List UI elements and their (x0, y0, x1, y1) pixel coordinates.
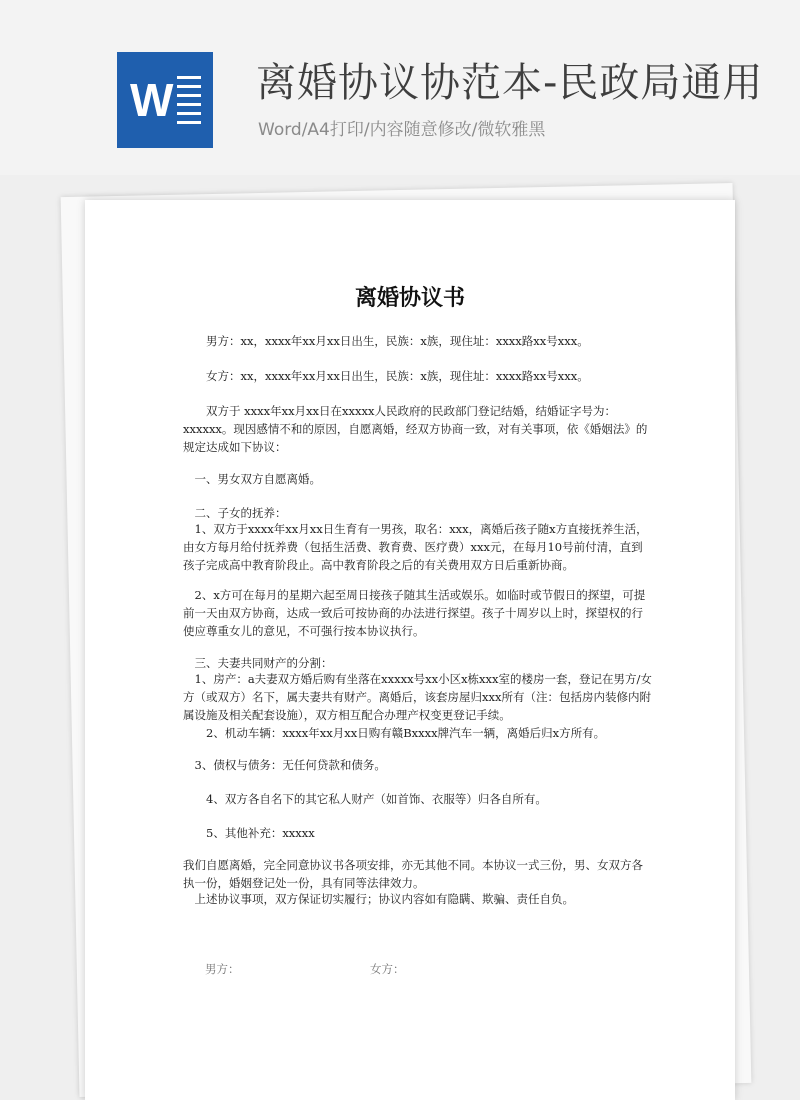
paragraph-male-info: 男方：xx，xxxx年xx月xx日出生，民族：x族，现住址：xxxx路xx号xxx。 (183, 334, 589, 348)
paragraph-supplement: 5、其他补充：xxxxx (183, 826, 315, 840)
document-lines-icon (177, 76, 201, 128)
paragraph-clause-3: 三、夫妻共同财产的分割： (183, 656, 333, 670)
page-title: 离婚协议协范本-民政局通用 (256, 60, 764, 106)
header-banner (0, 0, 800, 175)
paragraph-property: 1、房产：a夫妻双方婚后购有坐落在xxxxx号xx小区x栋xxx室的楼房一套，登记在男方/女方（或双方）名下，属夫妻共有财产。离婚后，该套房屋归xxx所有（注：包括房内装修内附属设施及相关配套设施），双方相互配合办理产权变更登记手续。 (183, 672, 652, 722)
paragraph-personal-property: 4、双方各自名下的其它私人财产（如首饰、衣服等）归各自所有。 (183, 792, 547, 806)
paragraph-clause-2: 二、子女的抚养： (183, 506, 287, 520)
word-icon-letter: W (130, 74, 174, 126)
paragraph-debts: 3、债权与债务：无任何贷款和债务。 (183, 758, 386, 772)
paragraph-child-custody: 1、双方于xxxx年xx月xx日生育有一男孩，取名：xxx，离婚后孩子随x方直接抚养生活，由女方每月给付抚养费（包括生活费、教育费、医疗费）xxx元，在每月10号前付清，直到孩子完成高中教育阶段止。高中教育阶段之后的有关费用双方日后重新协商。 (183, 522, 648, 572)
signature-male-label: 男方： (205, 962, 240, 976)
paragraph-agreement: 我们自愿离婚，完全同意协议书各项安排，亦无其他不同。本协议一式三份，男、女双方各执一份，婚姻登记处一份，具有同等法律效力。 (183, 858, 643, 890)
paragraph-clause-1: 一、男女双方自愿离婚。 (183, 472, 321, 486)
paragraph-female-info: 女方：xx，xxxx年xx月xx日出生，民族：x族，现住址：xxxx路xx号xxx。 (183, 369, 589, 383)
document-title: 离婚协议书 (354, 285, 465, 311)
paragraph-guarantee: 上述协议事项，双方保证切实履行；协议内容如有隐瞒、欺骗、责任自负。 (183, 892, 574, 906)
word-icon (117, 52, 213, 148)
paragraph-visitation: 2、x方可在每月的星期六起至周日接孩子随其生活或娱乐。如临时或节假日的探望，可提前一天由双方协商，达成一致后可按协商的办法进行探望。孩子十周岁以上时，探望权的行使应尊重女儿的意见，不可强行按本协议执行。 (183, 588, 646, 638)
signature-female-label: 女方： (370, 962, 405, 976)
paragraph-marriage-info: 双方于 xxxx年xx月xx日在xxxxx人民政府的民政部门登记结婚，结婚证字号为：xxxxxx。现因感情不和的原因，自愿离婚，经双方协商一致，对有关事项，依《婚姻法》的规定达成如下协议： (183, 404, 648, 454)
page-subtitle: Word/A4打印/内容随意修改/微软雅黑 (258, 120, 546, 140)
paragraph-vehicle: 2、机动车辆：xxxx年xx月xx日购有赣Bxxxx牌汽车一辆，离婚后归x方所有。 (183, 726, 606, 740)
document-page (85, 200, 735, 1100)
